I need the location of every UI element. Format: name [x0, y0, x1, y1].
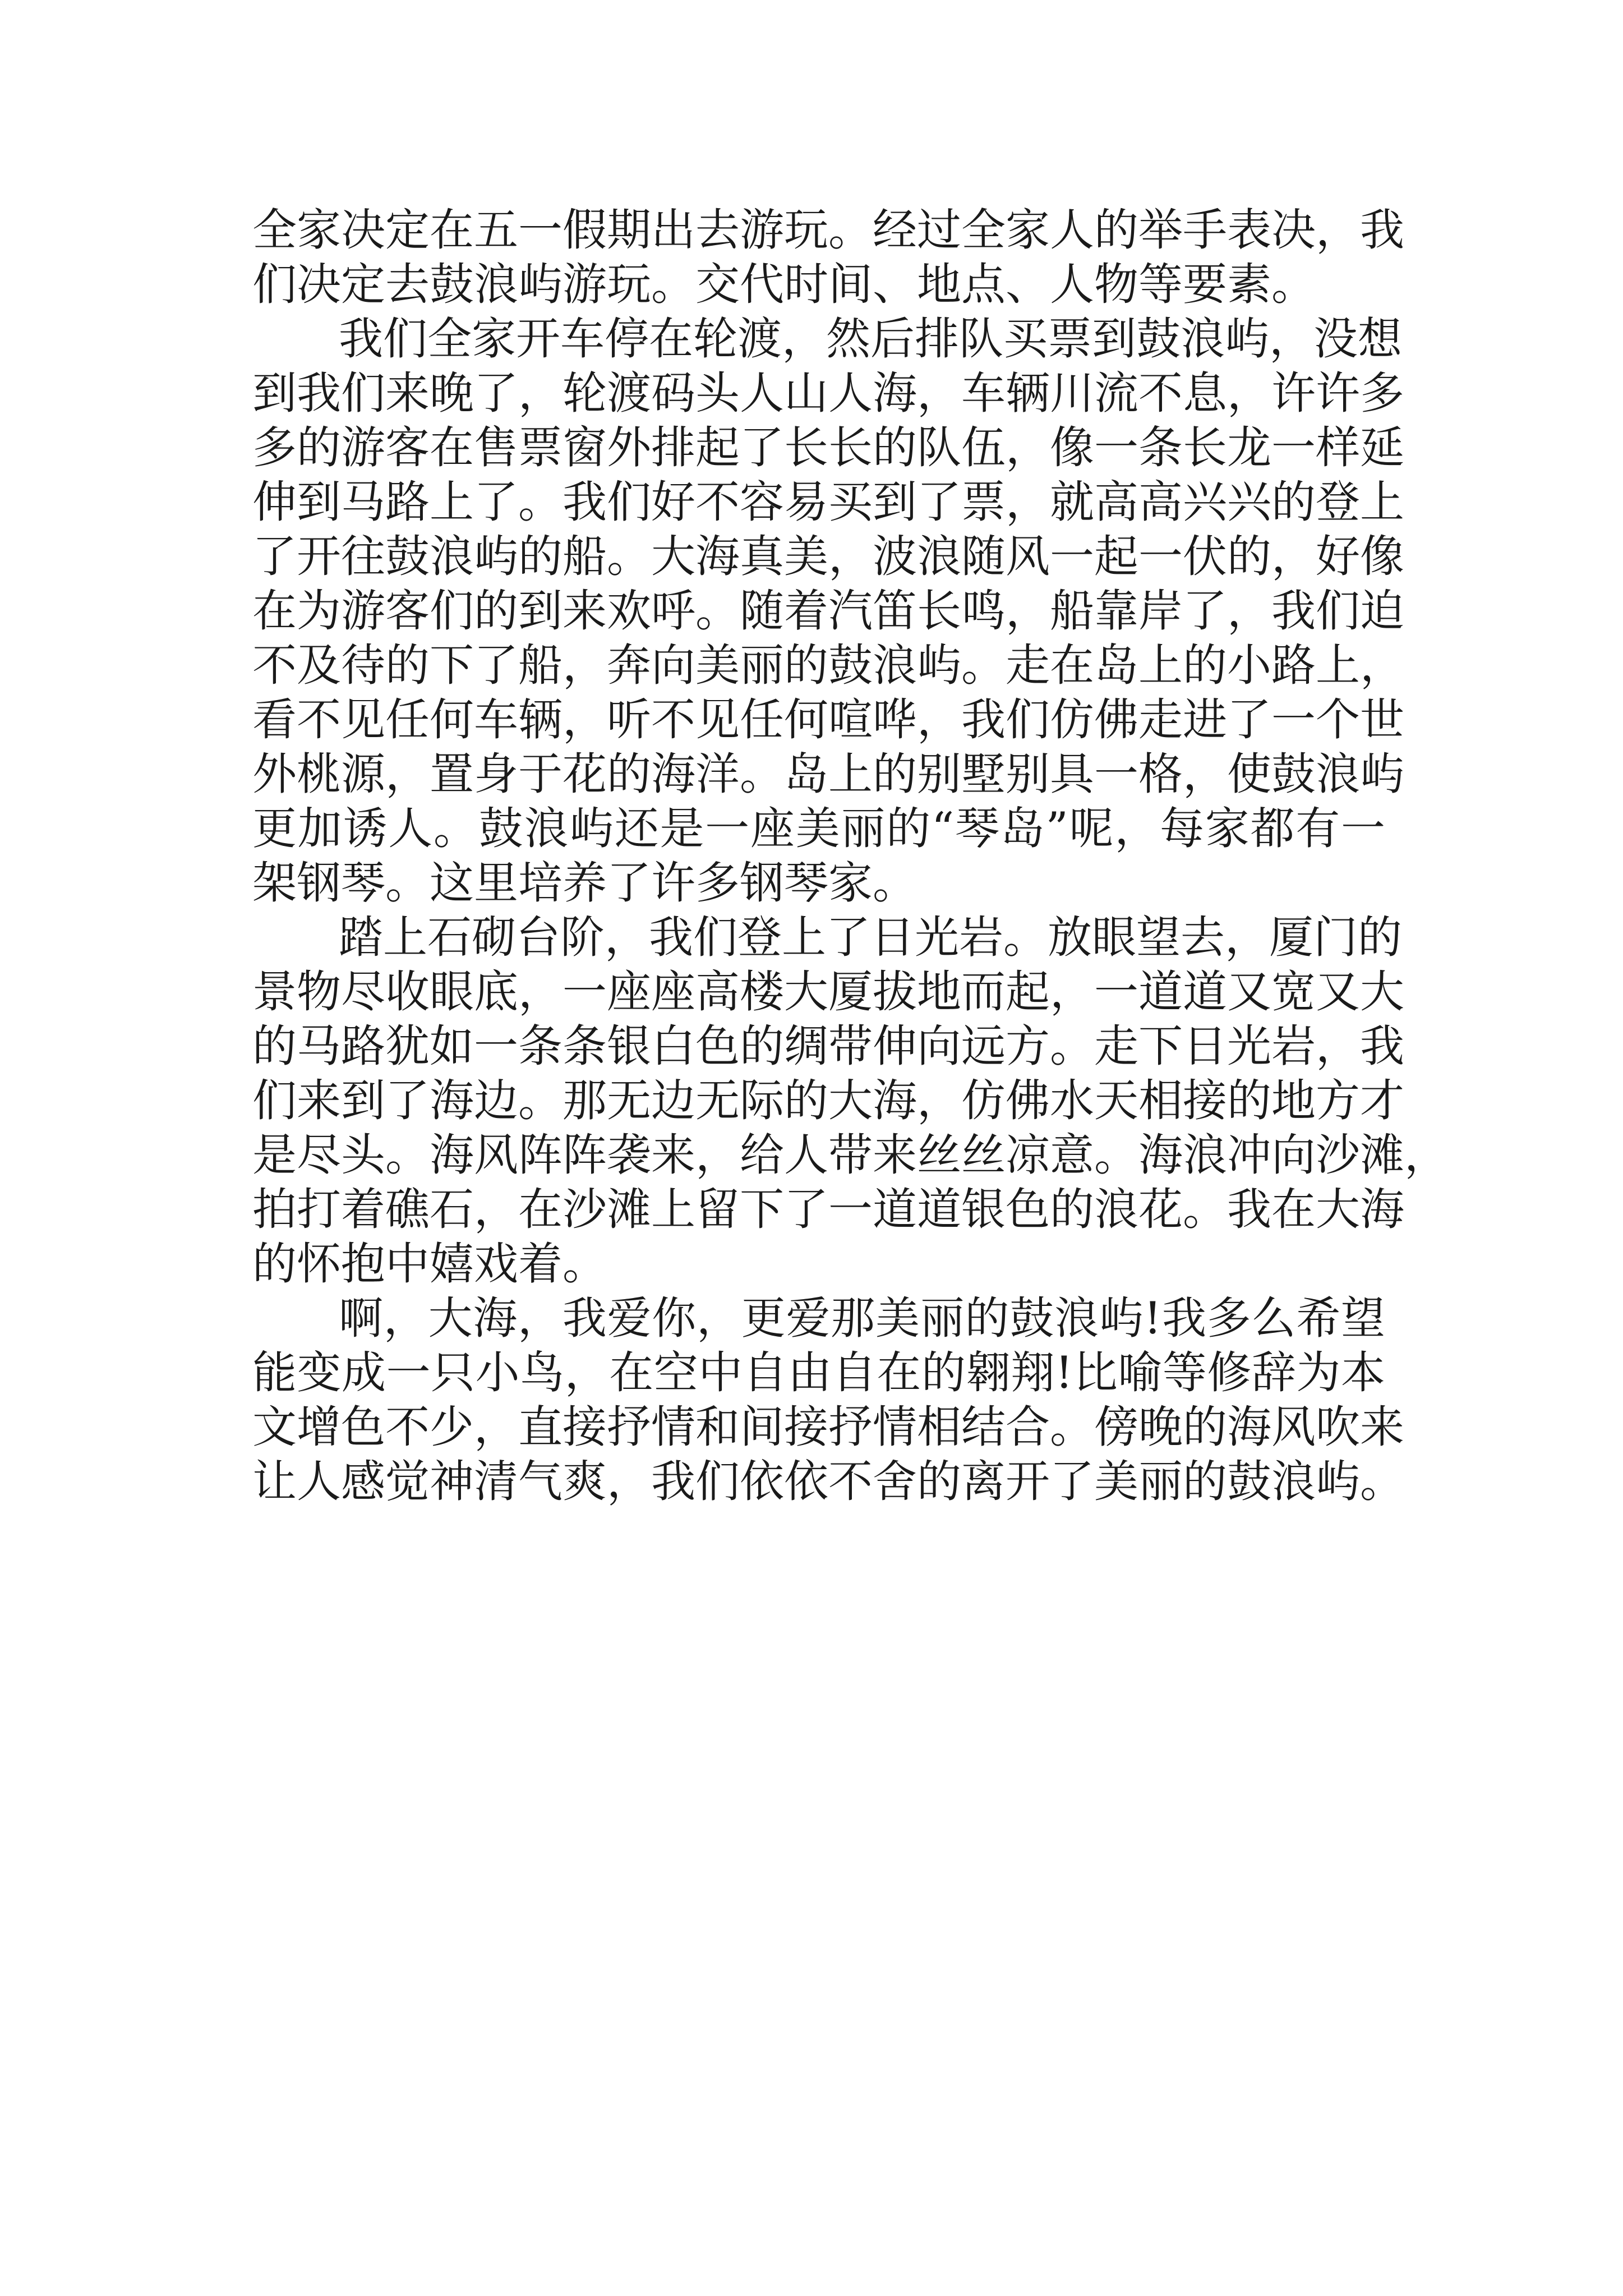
text-line: 到我们来晚了，轮渡码头人山人海，车辆川流不息，许许多: [252, 367, 1404, 419]
text-line: 文增色不少，直接抒情和间接抒情相结合。傍晚的海风吹来: [252, 1401, 1404, 1453]
text-line: 是尽头。海风阵阵袭来，给人带来丝丝凉意。海浪冲向沙滩，: [252, 1129, 1449, 1181]
text-line: 们决定去鼓浪屿游玩。交代时间、地点、人物等要素。: [252, 259, 1316, 310]
text-line: 伸到马路上了。我们好不容易买到了票，就高高兴兴的登上: [252, 476, 1404, 528]
text-line: 多的游客在售票窗外排起了长长的队伍，像一条长龙一样延: [252, 422, 1404, 473]
text-line: 外桃源，置身于花的海洋。岛上的别墅别具一格，使鼓浪屿: [252, 748, 1404, 800]
text-line: 在为游客们的到来欢呼。随着汽笛长鸣，船靠岸了，我们迫: [252, 585, 1404, 637]
text-line: 的怀抱中嬉戏着。: [252, 1238, 607, 1290]
text-line: 拍打着礁石，在沙滩上留下了一道道银色的浪花。我在大海: [252, 1184, 1404, 1235]
paragraph-first-line: 踏上石砌台阶，我们登上了日光岩。放眼望去，厦门的: [339, 912, 1402, 963]
text-line: 全家决定在五一假期出去游玩。经过全家人的举手表决，我: [252, 204, 1404, 256]
text-line: 更加诱人。鼓浪屿还是一座美丽的“琴岛”呢，每家都有一: [252, 803, 1385, 854]
text-line: 让人感觉神清气爽，我们依依不舍的离开了美丽的鼓浪屿。: [252, 1456, 1404, 1507]
text-line: 景物尽收眼底，一座座高楼大厦拔地而起，一道道又宽又大: [252, 966, 1404, 1018]
text-line: 能变成一只小鸟，在空中自由自在的翱翔!比喻等修辞为本: [252, 1347, 1385, 1398]
text-line: 不及待的下了船，奔向美丽的鼓浪屿。走在岛上的小路上，: [252, 639, 1404, 691]
text-line: 架钢琴。这里培养了许多钢琴家。: [252, 857, 917, 909]
text-line: 看不见任何车辆，听不见任何喧哗，我们仿佛走进了一个世: [252, 694, 1404, 746]
text-line: 的马路犹如一条条银白色的绸带伸向远方。走下日光岩，我: [252, 1020, 1404, 1072]
text-line: 了开往鼓浪屿的船。大海真美，波浪随风一起一伏的，好像: [252, 531, 1404, 582]
paragraph-first-line: 啊，大海，我爱你，更爱那美丽的鼓浪屿!我多么希望: [339, 1292, 1385, 1344]
paragraph-first-line: 我们全家开车停在轮渡，然后排队买票到鼓浪屿，没想: [339, 313, 1402, 365]
essay-body: [252, 203, 1449, 1509]
text-line: 们来到了海边。那无边无际的大海，仿佛水天相接的地方才: [252, 1075, 1404, 1126]
